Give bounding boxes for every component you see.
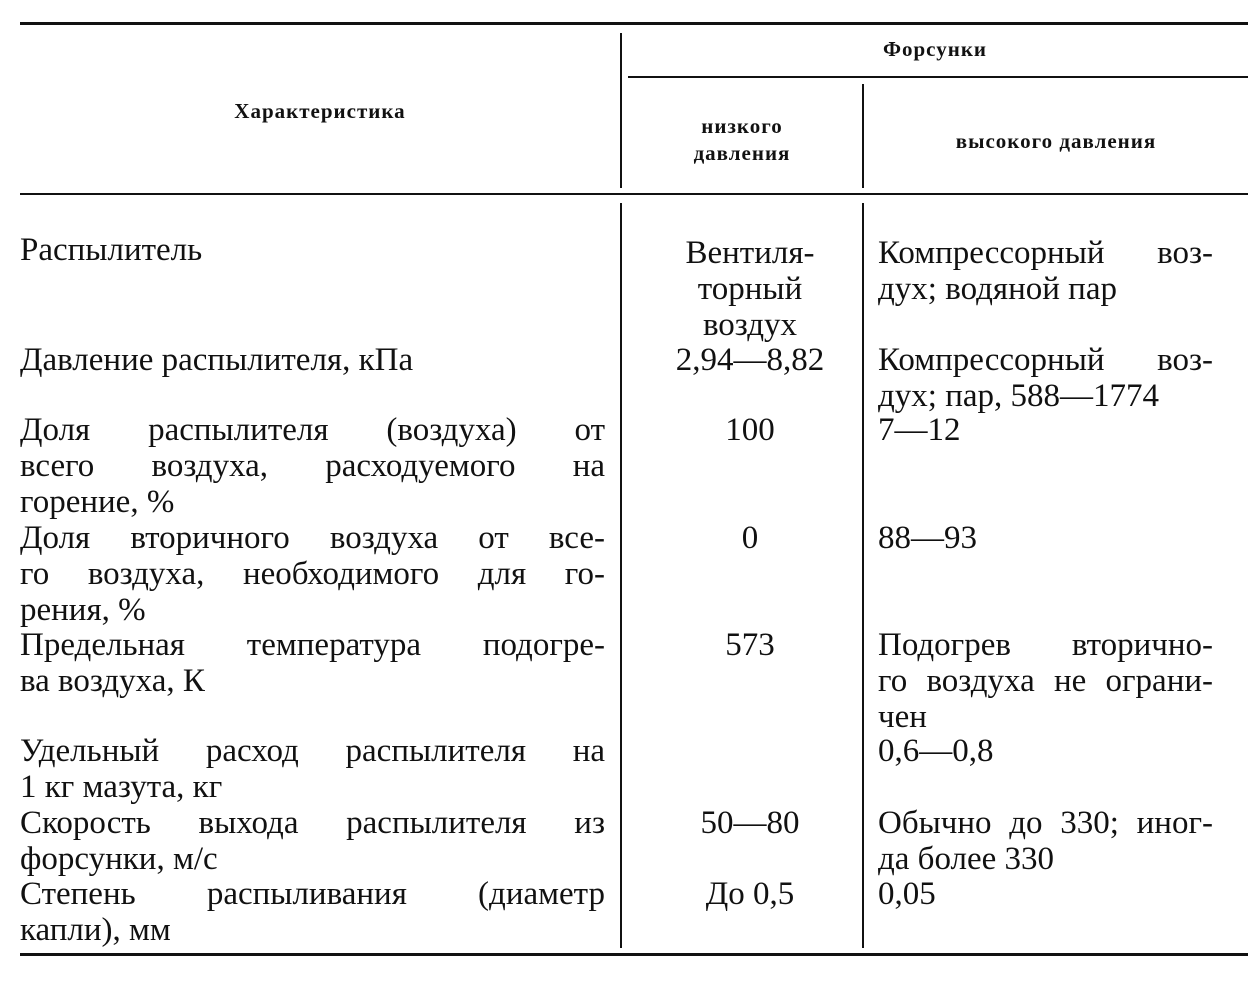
text-line: 7—12 xyxy=(878,412,961,448)
text-line: Компрессорный воз- xyxy=(878,235,1213,271)
text-line: Распылитель xyxy=(20,232,203,268)
text-line: Компрессорный воз- xyxy=(878,342,1213,378)
row-6-high xyxy=(878,805,1213,877)
text-line: 0,05 xyxy=(878,876,936,912)
text-line: 2,94—8,82 xyxy=(675,342,825,378)
header-low-line-1: низкого xyxy=(701,114,783,138)
text-line: 88—93 xyxy=(878,520,977,556)
top-rule xyxy=(20,22,1248,25)
text-line: ва воздуха, К xyxy=(20,663,205,699)
text-line: 0,6—0,8 xyxy=(878,733,994,769)
row-2-low xyxy=(640,412,860,448)
row-3-characteristic xyxy=(20,520,605,628)
text-line: 1 кг мазута, кг xyxy=(20,769,223,805)
row-6-low xyxy=(640,805,860,841)
row-5-characteristic xyxy=(20,733,605,805)
text-line: Степень распыливания (диаметр xyxy=(20,876,605,912)
row-1-characteristic xyxy=(20,342,605,378)
text-line: Доля вторичного воздуха от все- xyxy=(20,520,605,556)
text-line: форсунки, м/с xyxy=(20,841,218,877)
header-high-pressure: высокого давления xyxy=(955,129,1157,153)
text-line: го воздуха не ограни- xyxy=(878,663,1213,699)
header-bottom-rule xyxy=(20,193,1248,195)
row-4-high xyxy=(878,627,1213,735)
row-3-low xyxy=(640,520,860,556)
row-1-high xyxy=(878,342,1213,414)
row-3-high xyxy=(878,520,1213,556)
text-line: горение, % xyxy=(20,484,175,520)
text-line: Удельный расход распылителя на xyxy=(20,733,605,769)
nozzles-underline xyxy=(628,76,1248,78)
column-divider-1-body xyxy=(620,203,622,948)
text-line: 573 xyxy=(725,627,775,663)
text-line: Обычно до 330; иног- xyxy=(878,805,1213,841)
row-6-characteristic xyxy=(20,805,605,877)
row-7-high xyxy=(878,876,1213,912)
text-line: Доля распылителя (воздуха) от xyxy=(20,412,605,448)
row-5-high xyxy=(878,733,1213,769)
row-0-high xyxy=(878,235,1213,307)
text-line: воздух xyxy=(702,307,798,343)
text-line: 0 xyxy=(741,520,759,556)
text-line: 50—80 xyxy=(700,805,800,841)
bottom-rule xyxy=(20,953,1248,956)
row-1-low xyxy=(640,342,860,378)
text-line: 100 xyxy=(725,412,775,448)
row-0-low xyxy=(640,235,860,343)
row-7-low xyxy=(640,876,860,912)
header-low-pressure xyxy=(622,113,862,167)
text-line: Предельная температура подогре- xyxy=(20,627,605,663)
row-0-characteristic xyxy=(20,232,605,268)
text-line: Скорость выхода распылителя из xyxy=(20,805,605,841)
text-line: рения, % xyxy=(20,592,146,628)
text-line: дух; пар, 588—1774 xyxy=(878,378,1160,414)
row-7-characteristic xyxy=(20,876,605,948)
text-line: Вентиля- xyxy=(685,235,815,271)
row-2-characteristic xyxy=(20,412,605,520)
header-low-line-2: давления xyxy=(693,141,791,165)
row-4-characteristic xyxy=(20,627,605,699)
text-line: Подогрев вторично- xyxy=(878,627,1213,663)
text-line: капли), мм xyxy=(20,912,171,948)
text-line: чен xyxy=(878,699,927,735)
row-2-high xyxy=(878,412,1213,448)
column-divider-2-body xyxy=(862,203,864,948)
text-line: да более 330 xyxy=(878,841,1055,877)
header-characteristic: Характеристика xyxy=(234,99,406,123)
text-line: всего воздуха, расходуемого на xyxy=(20,448,605,484)
header-nozzles: Форсунки xyxy=(882,37,988,61)
row-4-low xyxy=(640,627,860,663)
text-line: дух; водяной пар xyxy=(878,271,1117,307)
text-line: До 0,5 xyxy=(705,876,795,912)
text-line: торный xyxy=(697,271,803,307)
text-line: Давление распылителя, кПа xyxy=(20,342,414,378)
text-line: го воздуха, необходимого для го- xyxy=(20,556,605,592)
